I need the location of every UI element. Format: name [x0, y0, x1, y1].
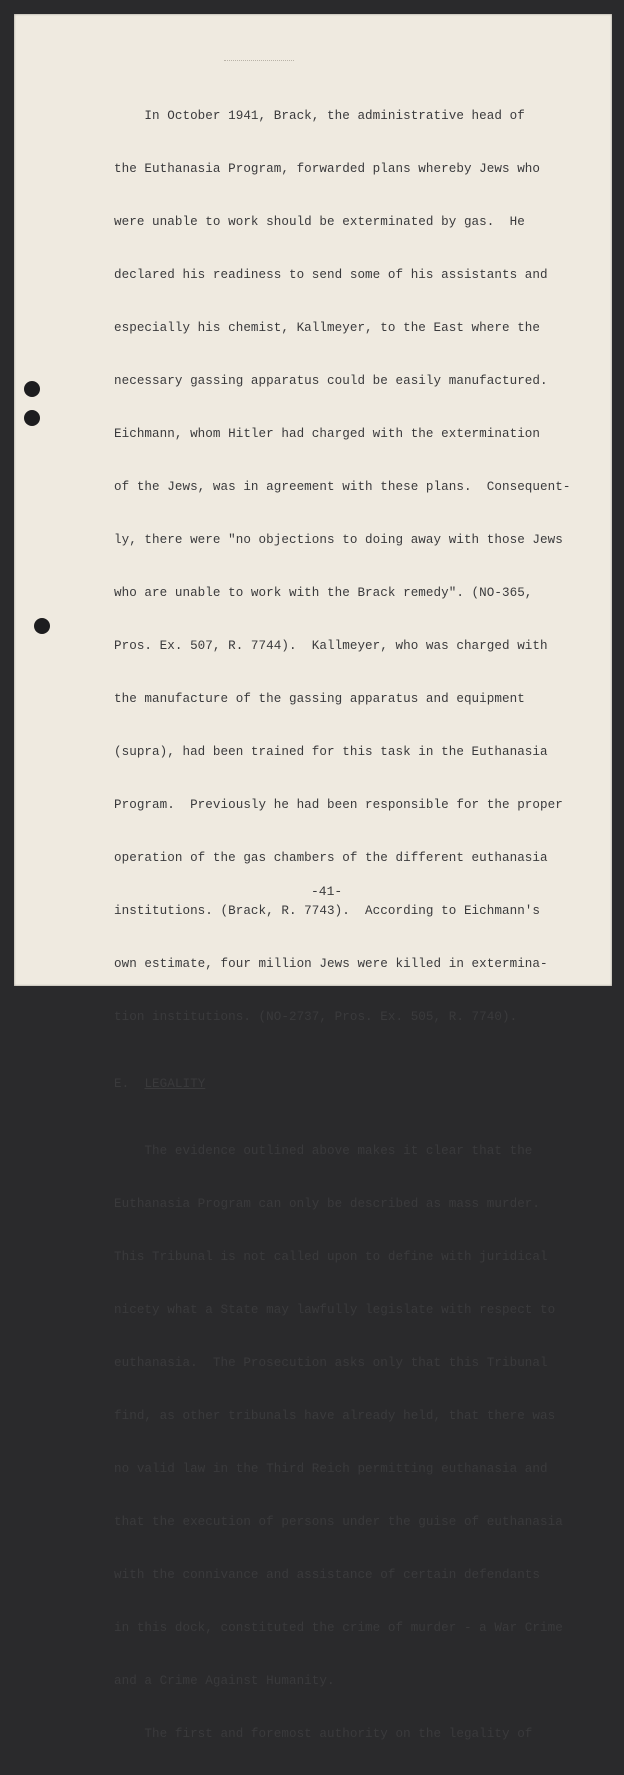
- text-line: that the execution of persons under the guise of euthanasia: [114, 1515, 563, 1529]
- section-heading-line: [114, 1072, 574, 1097]
- body-text: [114, 76, 574, 1775]
- text-line: no valid law in the Third Reich permitting euthanasia and: [114, 1462, 548, 1476]
- punch-hole: [24, 381, 40, 397]
- text-line: euthanasia. The Prosecution asks only that this Tribunal: [114, 1356, 548, 1370]
- text-line: necessary gassing apparatus could be easily manufactured.: [114, 374, 548, 388]
- punch-hole: [34, 618, 50, 634]
- page-number: -41-: [311, 884, 343, 899]
- text-line: with the connivance and assistance of certain defendants: [114, 1568, 541, 1582]
- text-line: the manufacture of the gassing apparatus and equipment: [114, 692, 525, 706]
- text-line: especially his chemist, Kallmeyer, to the East where the: [114, 321, 541, 335]
- text-line: in this dock, constituted the crime of murder - a War Crime: [114, 1621, 563, 1635]
- text-line: of the Jews, was in agreement with these plans. Consequent-: [114, 480, 571, 494]
- text-line: who are unable to work with the Brack remedy". (NO-365,: [114, 586, 533, 600]
- punch-hole: [24, 410, 40, 426]
- text-line: Euthanasia Program can only be described as mass murder.: [114, 1197, 541, 1211]
- text-line: tion institutions. (NO-2737, Pros. Ex. 505, R. 7740).: [114, 1010, 518, 1024]
- text-line: and a Crime Against Humanity.: [114, 1674, 335, 1688]
- text-line: own estimate, four million Jews were killed in extermina-: [114, 957, 548, 971]
- section-heading: LEGALITY: [144, 1077, 206, 1091]
- text-line: The first and foremost authority on the legality of: [114, 1727, 533, 1741]
- text-line: were unable to work should be exterminated by gas. He: [114, 215, 525, 229]
- text-line: declared his readiness to send some of his assistants and: [114, 268, 548, 282]
- text-line: (supra), had been trained for this task in the Euthanasia: [114, 745, 548, 759]
- text-line: The evidence outlined above makes it clear that the: [114, 1144, 533, 1158]
- section-label: E.: [114, 1077, 130, 1091]
- text-line: institutions. (Brack, R. 7743). According to Eichmann's: [114, 904, 541, 918]
- text-line: the Euthanasia Program, forwarded plans whereby Jews who: [114, 162, 541, 176]
- text-line: Eichmann, whom Hitler had charged with the extermination: [114, 427, 541, 441]
- text-line: This Tribunal is not called upon to define with juridical: [114, 1250, 548, 1264]
- faint-mark: [224, 60, 294, 63]
- text-line: ly, there were "no objections to doing away with those Jews: [114, 533, 563, 547]
- text-line: operation of the gas chambers of the different euthanasia: [114, 851, 548, 865]
- document-page: [14, 14, 612, 1741]
- text-line: In October 1941, Brack, the administrative head of: [114, 109, 525, 123]
- text-line: Program. Previously he had been responsible for the proper: [114, 798, 563, 812]
- text-line: find, as other tribunals have already held, that there was: [114, 1409, 556, 1423]
- text-line: nicety what a State may lawfully legislate with respect to: [114, 1303, 556, 1317]
- text-line: Pros. Ex. 507, R. 7744). Kallmeyer, who was charged with: [114, 639, 548, 653]
